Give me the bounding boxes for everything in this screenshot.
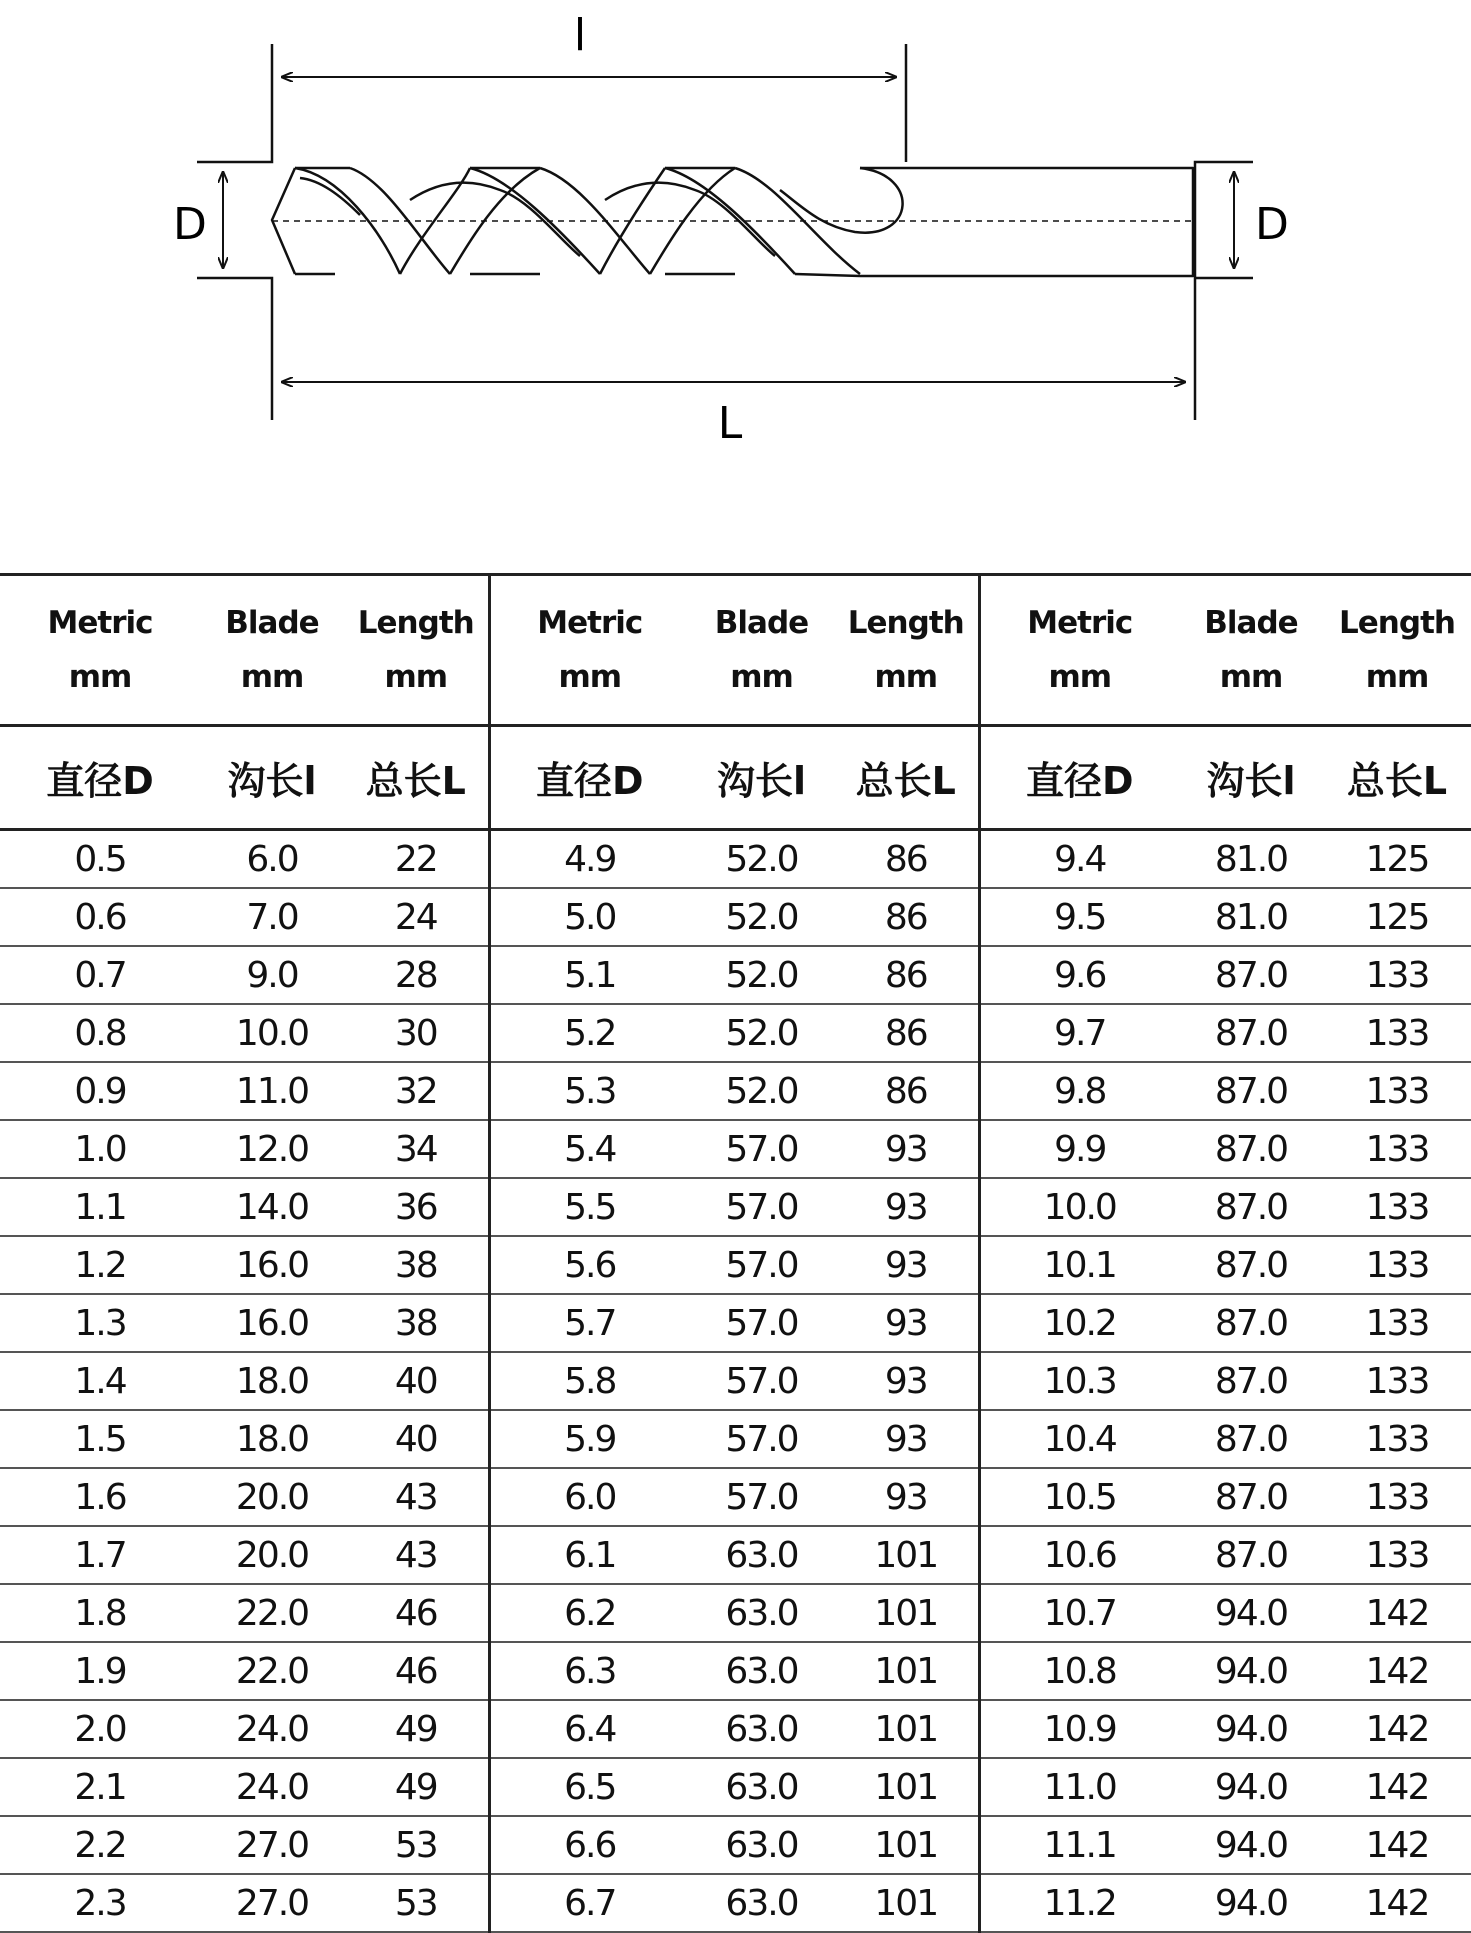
table-cell: 142 xyxy=(1323,1874,1471,1932)
table-cell: 86 xyxy=(834,830,979,889)
table-cell: 16.0 xyxy=(200,1294,344,1352)
table-cell: 87.0 xyxy=(1179,946,1323,1004)
table-cell: 63.0 xyxy=(689,1700,834,1758)
header-cell-en xyxy=(1179,575,1323,726)
table-cell: 133 xyxy=(1323,1236,1471,1294)
table-cell: 86 xyxy=(834,946,979,1004)
table-cell: 53 xyxy=(344,1874,489,1932)
table-cell: 142 xyxy=(1323,1642,1471,1700)
table-cell: 2.0 xyxy=(0,1700,200,1758)
table-cell: 24.0 xyxy=(200,1758,344,1816)
table-cell: 10.0 xyxy=(200,1004,344,1062)
table-row xyxy=(0,1352,1471,1410)
table-cell: 9.8 xyxy=(979,1062,1179,1120)
table-row xyxy=(0,1642,1471,1700)
table-cell: 10.5 xyxy=(979,1468,1179,1526)
table-cell: 63.0 xyxy=(689,1526,834,1584)
table-cell: 142 xyxy=(1323,1758,1471,1816)
header-cell-cn: 沟长l xyxy=(1179,726,1323,830)
table-cell: 87.0 xyxy=(1179,1062,1323,1120)
drill-size-table xyxy=(0,573,1471,1933)
header-unit: mm xyxy=(240,659,304,695)
table-cell: 30 xyxy=(344,1004,489,1062)
table-cell: 10.1 xyxy=(979,1236,1179,1294)
table-cell: 10.9 xyxy=(979,1700,1179,1758)
table-cell: 1.9 xyxy=(0,1642,200,1700)
table-cell: 22.0 xyxy=(200,1584,344,1642)
table-row xyxy=(0,1236,1471,1294)
table-cell: 43 xyxy=(344,1526,489,1584)
table-cell: 10.0 xyxy=(979,1178,1179,1236)
table-cell: 101 xyxy=(834,1874,979,1932)
table-cell: 63.0 xyxy=(689,1874,834,1932)
table-cell: 57.0 xyxy=(689,1410,834,1468)
header-cell-cn: 直径D xyxy=(489,726,689,830)
header-cell-en xyxy=(979,575,1179,726)
table-cell: 94.0 xyxy=(1179,1700,1323,1758)
table-cell: 5.2 xyxy=(489,1004,689,1062)
table-cell: 1.8 xyxy=(0,1584,200,1642)
table-cell: 133 xyxy=(1323,1410,1471,1468)
table-cell: 28 xyxy=(344,946,489,1004)
table-cell: 10.7 xyxy=(979,1584,1179,1642)
table-cell: 0.5 xyxy=(0,830,200,889)
table-cell: 4.9 xyxy=(489,830,689,889)
table-cell: 6.5 xyxy=(489,1758,689,1816)
table-cell: 7.0 xyxy=(200,888,344,946)
table-cell: 46 xyxy=(344,1642,489,1700)
table-cell: 52.0 xyxy=(689,888,834,946)
table-cell: 86 xyxy=(834,1062,979,1120)
table-cell: 133 xyxy=(1323,1120,1471,1178)
table-cell: 20.0 xyxy=(200,1468,344,1526)
drill-bit-outline xyxy=(272,168,1193,276)
table-cell: 101 xyxy=(834,1700,979,1758)
table-cell: 52.0 xyxy=(689,1062,834,1120)
header-cell-cn: 总长L xyxy=(834,726,979,830)
table-cell: 93 xyxy=(834,1236,979,1294)
table-cell: 133 xyxy=(1323,1004,1471,1062)
header-label: Metric xyxy=(1027,605,1133,641)
table-cell: 81.0 xyxy=(1179,830,1323,889)
table-cell: 9.0 xyxy=(200,946,344,1004)
table-cell: 133 xyxy=(1323,1294,1471,1352)
header-unit: mm xyxy=(1048,659,1112,695)
header-unit: mm xyxy=(1219,659,1283,695)
header-unit: mm xyxy=(1365,659,1429,695)
table-cell: 1.3 xyxy=(0,1294,200,1352)
table-cell: 16.0 xyxy=(200,1236,344,1294)
table-cell: 87.0 xyxy=(1179,1120,1323,1178)
table-cell: 6.4 xyxy=(489,1700,689,1758)
table-cell: 63.0 xyxy=(689,1642,834,1700)
table-cell: 11.1 xyxy=(979,1816,1179,1874)
header-label: Blade xyxy=(1204,605,1298,641)
table-cell: 5.5 xyxy=(489,1178,689,1236)
table-cell: 52.0 xyxy=(689,1004,834,1062)
table-cell: 133 xyxy=(1323,1468,1471,1526)
table-cell: 27.0 xyxy=(200,1874,344,1932)
table-cell: 57.0 xyxy=(689,1120,834,1178)
header-label: Blade xyxy=(714,605,809,641)
table-cell: 81.0 xyxy=(1179,888,1323,946)
table-cell: 87.0 xyxy=(1179,1352,1323,1410)
table-cell: 32 xyxy=(344,1062,489,1120)
table-cell: 5.0 xyxy=(489,888,689,946)
header-row-en xyxy=(0,575,1471,726)
table-cell: 94.0 xyxy=(1179,1816,1323,1874)
header-unit: mm xyxy=(68,659,132,695)
table-cell: 34 xyxy=(344,1120,489,1178)
table-row xyxy=(0,1526,1471,1584)
diameter-label-left: D xyxy=(173,199,207,250)
table-cell: 6.7 xyxy=(489,1874,689,1932)
table-cell: 63.0 xyxy=(689,1816,834,1874)
table-cell: 0.8 xyxy=(0,1004,200,1062)
table-cell: 1.2 xyxy=(0,1236,200,1294)
table-cell: 38 xyxy=(344,1236,489,1294)
table-cell: 12.0 xyxy=(200,1120,344,1178)
header-row-cn xyxy=(0,726,1471,830)
table-cell: 18.0 xyxy=(200,1352,344,1410)
table-cell: 94.0 xyxy=(1179,1584,1323,1642)
table-cell: 86 xyxy=(834,1004,979,1062)
header-cell-en xyxy=(834,575,979,726)
table-cell: 10.2 xyxy=(979,1294,1179,1352)
header-unit: mm xyxy=(730,659,793,695)
table-cell: 133 xyxy=(1323,946,1471,1004)
table-cell: 10.3 xyxy=(979,1352,1179,1410)
table-row xyxy=(0,1062,1471,1120)
header-label: Metric xyxy=(47,605,153,641)
table-cell: 22 xyxy=(344,830,489,889)
table-cell: 11.0 xyxy=(200,1062,344,1120)
table-row xyxy=(0,1874,1471,1932)
table-cell: 5.7 xyxy=(489,1294,689,1352)
header-label: Length xyxy=(1339,605,1455,641)
table-cell: 11.2 xyxy=(979,1874,1179,1932)
table-cell: 93 xyxy=(834,1120,979,1178)
table-cell: 49 xyxy=(344,1700,489,1758)
table-row xyxy=(0,1294,1471,1352)
table-cell: 5.8 xyxy=(489,1352,689,1410)
table-cell: 142 xyxy=(1323,1816,1471,1874)
table-cell: 5.1 xyxy=(489,946,689,1004)
table-cell: 43 xyxy=(344,1468,489,1526)
table-cell: 133 xyxy=(1323,1178,1471,1236)
header-cell-en xyxy=(200,575,344,726)
table-cell: 1.6 xyxy=(0,1468,200,1526)
header-label: Length xyxy=(847,605,964,641)
header-cell-en xyxy=(489,575,689,726)
header-unit: mm xyxy=(558,659,622,695)
table-cell: 9.7 xyxy=(979,1004,1179,1062)
table-cell: 20.0 xyxy=(200,1526,344,1584)
table-cell: 6.3 xyxy=(489,1642,689,1700)
table-cell: 57.0 xyxy=(689,1468,834,1526)
table-cell: 93 xyxy=(834,1468,979,1526)
table-cell: 63.0 xyxy=(689,1758,834,1816)
table-cell: 22.0 xyxy=(200,1642,344,1700)
table-cell: 6.6 xyxy=(489,1816,689,1874)
table-cell: 87.0 xyxy=(1179,1468,1323,1526)
header-cell-en xyxy=(344,575,489,726)
table-cell: 14.0 xyxy=(200,1178,344,1236)
table-row xyxy=(0,888,1471,946)
table-cell: 1.0 xyxy=(0,1120,200,1178)
table-cell: 6.1 xyxy=(489,1526,689,1584)
table-row xyxy=(0,1120,1471,1178)
header-label: Blade xyxy=(225,605,319,641)
extension-lines xyxy=(197,44,1253,420)
header-cell-cn: 直径D xyxy=(979,726,1179,830)
header-cell-cn: 总长L xyxy=(1323,726,1471,830)
table-cell: 18.0 xyxy=(200,1410,344,1468)
table-cell: 6.0 xyxy=(200,830,344,889)
table-cell: 133 xyxy=(1323,1352,1471,1410)
table-cell: 101 xyxy=(834,1526,979,1584)
header-cell-cn: 总长L xyxy=(344,726,489,830)
table-cell: 101 xyxy=(834,1758,979,1816)
table-row xyxy=(0,830,1471,889)
table-cell: 125 xyxy=(1323,888,1471,946)
table-row xyxy=(0,1758,1471,1816)
table-cell: 46 xyxy=(344,1584,489,1642)
table-cell: 94.0 xyxy=(1179,1874,1323,1932)
table-cell: 9.6 xyxy=(979,946,1179,1004)
table-cell: 87.0 xyxy=(1179,1178,1323,1236)
header-cell-cn: 沟长l xyxy=(689,726,834,830)
table-cell: 38 xyxy=(344,1294,489,1352)
header-label: Length xyxy=(357,605,474,641)
table-cell: 24 xyxy=(344,888,489,946)
table-cell: 10.8 xyxy=(979,1642,1179,1700)
table-cell: 6.2 xyxy=(489,1584,689,1642)
table-cell: 36 xyxy=(344,1178,489,1236)
table-cell: 87.0 xyxy=(1179,1004,1323,1062)
table-cell: 86 xyxy=(834,888,979,946)
table-cell: 24.0 xyxy=(200,1700,344,1758)
table-cell: 93 xyxy=(834,1410,979,1468)
table-cell: 133 xyxy=(1323,1062,1471,1120)
table-cell: 1.7 xyxy=(0,1526,200,1584)
table-row xyxy=(0,1410,1471,1468)
table-row xyxy=(0,1584,1471,1642)
header-unit: mm xyxy=(384,659,448,695)
table-cell: 27.0 xyxy=(200,1816,344,1874)
table-cell: 63.0 xyxy=(689,1584,834,1642)
table-cell: 0.9 xyxy=(0,1062,200,1120)
table-cell: 93 xyxy=(834,1352,979,1410)
table-cell: 57.0 xyxy=(689,1178,834,1236)
table-cell: 87.0 xyxy=(1179,1294,1323,1352)
drill-bit-diagram xyxy=(0,0,1471,520)
table-cell: 87.0 xyxy=(1179,1236,1323,1294)
table-cell: 1.4 xyxy=(0,1352,200,1410)
table-cell: 40 xyxy=(344,1410,489,1468)
table-cell: 11.0 xyxy=(979,1758,1179,1816)
table-cell: 142 xyxy=(1323,1700,1471,1758)
table-row xyxy=(0,1700,1471,1758)
table-cell: 93 xyxy=(834,1294,979,1352)
table-cell: 101 xyxy=(834,1642,979,1700)
table-cell: 57.0 xyxy=(689,1236,834,1294)
table-cell: 5.6 xyxy=(489,1236,689,1294)
table-cell: 49 xyxy=(344,1758,489,1816)
table-cell: 5.9 xyxy=(489,1410,689,1468)
table-cell: 53 xyxy=(344,1816,489,1874)
table-cell: 5.4 xyxy=(489,1120,689,1178)
header-unit: mm xyxy=(874,659,938,695)
table-cell: 57.0 xyxy=(689,1352,834,1410)
table-cell: 2.1 xyxy=(0,1758,200,1816)
table-cell: 142 xyxy=(1323,1584,1471,1642)
diameter-label-right: D xyxy=(1255,199,1289,250)
header-cell-cn: 沟长l xyxy=(200,726,344,830)
table-cell: 40 xyxy=(344,1352,489,1410)
table-cell: 87.0 xyxy=(1179,1410,1323,1468)
table-cell: 94.0 xyxy=(1179,1758,1323,1816)
table-cell: 1.5 xyxy=(0,1410,200,1468)
table-cell: 5.3 xyxy=(489,1062,689,1120)
table-cell: 10.4 xyxy=(979,1410,1179,1468)
table-cell: 93 xyxy=(834,1178,979,1236)
table-cell: 2.2 xyxy=(0,1816,200,1874)
table-row xyxy=(0,1004,1471,1062)
table-cell: 133 xyxy=(1323,1526,1471,1584)
header-label: Metric xyxy=(537,605,643,641)
table-cell: 0.6 xyxy=(0,888,200,946)
table-cell: 2.3 xyxy=(0,1874,200,1932)
table-cell: 125 xyxy=(1323,830,1471,889)
table-cell: 57.0 xyxy=(689,1294,834,1352)
table-cell: 52.0 xyxy=(689,946,834,1004)
header-cell-en xyxy=(0,575,200,726)
total-length-label: L xyxy=(717,398,743,449)
table-cell: 87.0 xyxy=(1179,1526,1323,1584)
table-cell: 52.0 xyxy=(689,830,834,889)
table-row xyxy=(0,1178,1471,1236)
header-cell-en xyxy=(1323,575,1471,726)
table-cell: 1.1 xyxy=(0,1178,200,1236)
header-cell-cn: 直径D xyxy=(0,726,200,830)
table-cell: 9.5 xyxy=(979,888,1179,946)
table-row xyxy=(0,946,1471,1004)
table-row xyxy=(0,1816,1471,1874)
table-cell: 94.0 xyxy=(1179,1642,1323,1700)
table-cell: 101 xyxy=(834,1584,979,1642)
header-cell-en xyxy=(689,575,834,726)
table-cell: 101 xyxy=(834,1816,979,1874)
table-cell: 9.9 xyxy=(979,1120,1179,1178)
table-row xyxy=(0,1468,1471,1526)
table-cell: 0.7 xyxy=(0,946,200,1004)
flute-length-label: l xyxy=(573,10,587,61)
table-cell: 6.0 xyxy=(489,1468,689,1526)
table-cell: 9.4 xyxy=(979,830,1179,889)
table-cell: 10.6 xyxy=(979,1526,1179,1584)
